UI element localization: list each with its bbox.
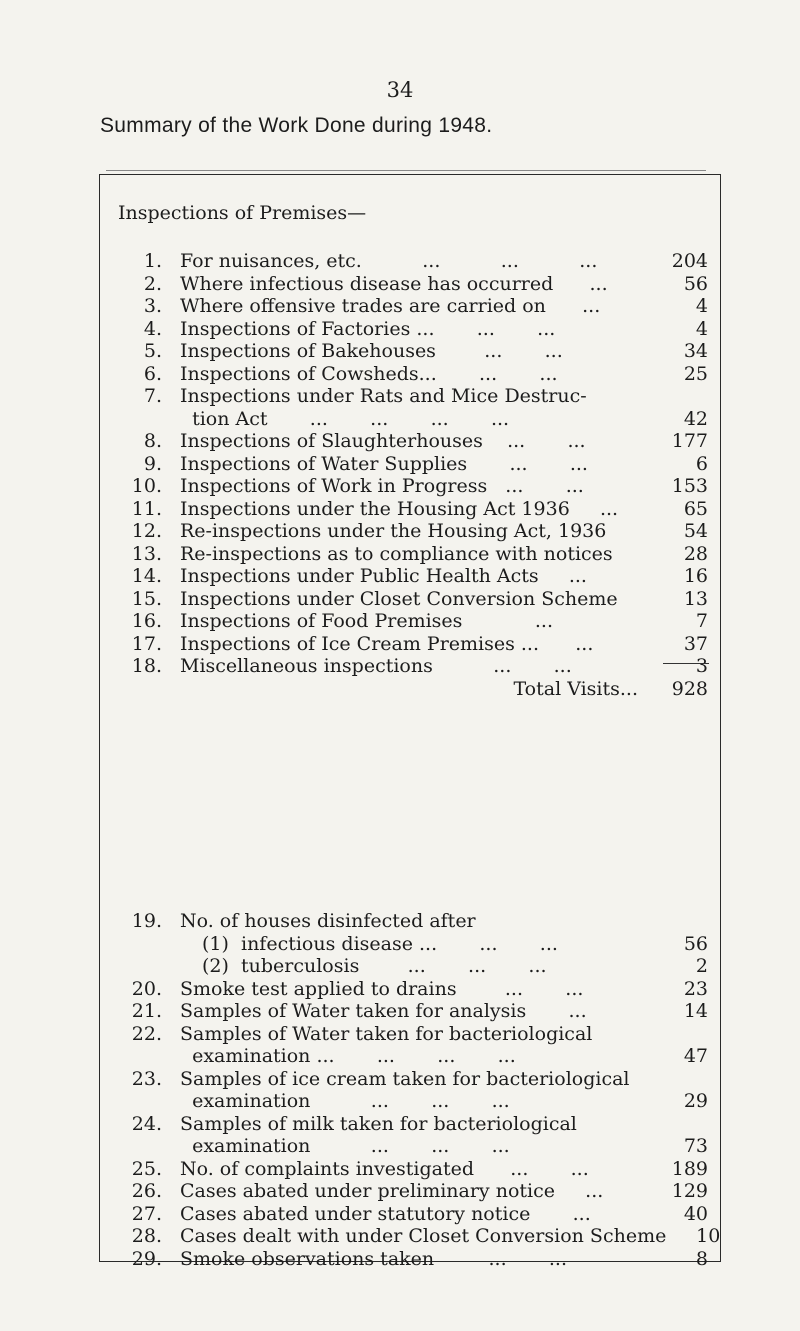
item-text: Samples of Water taken for analysis ... [180, 1000, 587, 1022]
item-text: Inspections of Work in Progress ... ... [180, 475, 584, 497]
item-number: 1. [143, 250, 162, 272]
item-value: 4 [695, 317, 708, 340]
item-text: (2) tuberculosis ... ... ... [202, 955, 547, 977]
item-value: 10 [696, 1225, 721, 1247]
item-text: Inspections of Factories ... ... ... [180, 317, 556, 340]
item-value: 65 [683, 497, 708, 520]
item-text: Inspections under Rats and Mice Destruc- [180, 385, 587, 407]
list-item [118, 910, 708, 933]
item-text: Cases dealt with under Closet Conversion Scheme [180, 1225, 667, 1247]
item-number: 9. [143, 452, 162, 475]
item-number: 12. [131, 520, 162, 542]
item-value: 73 [683, 1135, 708, 1157]
item-number: 16. [131, 610, 162, 632]
item-text: No. of houses disinfected after [180, 910, 476, 932]
list-item [118, 1045, 708, 1068]
list-item [118, 498, 708, 521]
list-item [118, 408, 708, 431]
item-value: 16 [683, 565, 708, 587]
item-text: Samples of Water taken for bacteriological [180, 1022, 593, 1045]
item-number: 13. [131, 542, 162, 565]
list-item [118, 318, 708, 341]
item-text: examination ... ... ... ... [180, 1045, 516, 1067]
item-number: 22. [131, 1022, 162, 1045]
item-number: 23. [131, 1067, 162, 1090]
item-number: 25. [131, 1157, 162, 1180]
item-text: Inspections of Slaughterhouses ... ... [180, 430, 586, 452]
item-text: Re-inspections as to compliance with notices [180, 542, 613, 565]
total-rule [663, 663, 709, 664]
list-item [118, 1248, 708, 1271]
item-text: Where infectious disease has occurred ... [180, 272, 608, 295]
list-item [118, 588, 708, 611]
item-text: examination ... ... ... [180, 1135, 510, 1157]
item-value: 56 [683, 932, 708, 955]
item-value: 34 [683, 340, 708, 362]
item-text: Inspections of Bakehouses ... ... [180, 340, 563, 362]
list-item [118, 453, 708, 476]
list-item [118, 1158, 708, 1181]
list-item [118, 1113, 708, 1136]
item-number: 20. [131, 977, 162, 1000]
item-value: 4 [695, 295, 708, 317]
list-item [118, 978, 708, 1001]
item-value: 129 [671, 1180, 708, 1202]
list-item [118, 273, 708, 296]
item-value: 56 [683, 272, 708, 295]
item-text: No. of complaints investigated ... ... [180, 1157, 589, 1180]
item-text: Smoke test applied to drains ... ... [180, 977, 584, 1000]
item-value: 25 [683, 362, 708, 385]
item-text: Inspections of Cowsheds... ... ... [180, 362, 558, 385]
list-item [118, 1225, 721, 1248]
item-text: Cases abated under preliminary notice ... [180, 1180, 604, 1202]
item-text: Inspections under the Housing Act 1936 ... [180, 497, 619, 520]
list-item [118, 633, 708, 656]
list-item [118, 1203, 708, 1226]
item-text: Inspections of Water Supplies ... ... [180, 452, 588, 475]
item-value: 2 [695, 955, 708, 977]
item-value: 47 [683, 1045, 708, 1067]
list-item [118, 610, 708, 633]
item-text: tion Act ... ... ... ... [180, 407, 510, 430]
item-text: (1) infectious disease ... ... ... [202, 932, 558, 955]
item-text: For nuisances, etc. ... ... ... [180, 250, 598, 272]
item-number: 28. [131, 1225, 162, 1247]
item-text: Cases abated under statutory notice ... [180, 1202, 591, 1225]
item-text: Inspections of Food Premises ... [180, 610, 553, 632]
list-item [118, 295, 708, 318]
list-item [118, 565, 708, 588]
item-value: 6 [695, 452, 708, 475]
item-text: Re-inspections under the Housing Act, 1936 [180, 520, 607, 542]
list-item [118, 363, 708, 386]
item-number: 3. [143, 295, 162, 317]
section-title: Inspections of Premises— [118, 202, 367, 224]
total-label: Total Visits... [513, 678, 638, 700]
list-item [118, 1023, 708, 1046]
item-value: 37 [683, 632, 708, 655]
item-value: 7 [695, 610, 708, 632]
page-number: 34 [386, 78, 414, 102]
list-item [118, 430, 708, 453]
item-number: 2. [143, 272, 162, 295]
item-number: 24. [131, 1112, 162, 1135]
item-number: 4. [143, 317, 162, 340]
other-work-list [118, 910, 721, 1270]
item-number: 15. [131, 587, 162, 610]
list-item [118, 385, 708, 408]
item-number: 19. [131, 910, 162, 932]
item-text: Where offensive trades are carried on ... [180, 295, 601, 317]
item-value: 13 [683, 587, 708, 610]
item-number: 10. [131, 475, 162, 497]
item-text: Smoke observations taken ... ... [180, 1247, 568, 1270]
inspections-list [118, 250, 708, 678]
frame-hairline [106, 170, 706, 171]
list-item [118, 955, 708, 978]
item-number: 18. [131, 655, 162, 677]
list-item [118, 543, 708, 566]
item-number: 29. [131, 1247, 162, 1270]
total-value: 928 [671, 678, 708, 700]
item-number: 6. [143, 362, 162, 385]
item-value: 23 [683, 977, 708, 1000]
item-text: examination ... ... ... [180, 1090, 510, 1112]
list-item [118, 1180, 708, 1203]
item-number: 21. [131, 1000, 162, 1022]
item-value: 29 [683, 1090, 708, 1112]
item-number: 26. [131, 1180, 162, 1202]
item-number: 5. [143, 340, 162, 362]
list-item [118, 475, 708, 498]
item-text: Inspections under Public Health Acts ... [180, 565, 587, 587]
item-value: 14 [683, 1000, 708, 1022]
item-value: 42 [683, 407, 708, 430]
list-item [118, 655, 708, 678]
item-value: 40 [683, 1202, 708, 1225]
item-value: 153 [671, 475, 708, 497]
item-value: 3 [695, 655, 708, 677]
list-item [118, 1135, 708, 1158]
list-item [118, 250, 708, 273]
item-text: Miscellaneous inspections ... ... [180, 655, 572, 677]
item-number: 27. [131, 1202, 162, 1225]
item-value: 28 [683, 542, 708, 565]
item-number: 14. [131, 565, 162, 587]
item-value: 204 [671, 250, 708, 272]
list-item [118, 1068, 708, 1091]
list-item [118, 933, 708, 956]
list-item [118, 1090, 708, 1113]
list-item [118, 340, 708, 363]
total-row [118, 678, 708, 701]
item-number: 8. [143, 430, 162, 452]
item-value: 54 [683, 520, 708, 542]
item-number: 11. [131, 497, 162, 520]
item-text: Inspections of Ice Cream Premises ... ... [180, 632, 594, 655]
item-value: 189 [671, 1157, 708, 1180]
item-text: Samples of ice cream taken for bacteriological [180, 1067, 630, 1090]
list-item [118, 1000, 708, 1023]
item-number: 7. [143, 385, 162, 407]
item-text: Inspections under Closet Conversion Scheme [180, 587, 618, 610]
item-value: 8 [695, 1247, 708, 1270]
item-text: Samples of milk taken for bacteriological [180, 1112, 577, 1135]
page-title: Summary of the Work Done during 1948. [100, 114, 493, 137]
item-number: 17. [131, 632, 162, 655]
list-item [118, 520, 708, 543]
item-value: 177 [671, 430, 708, 452]
